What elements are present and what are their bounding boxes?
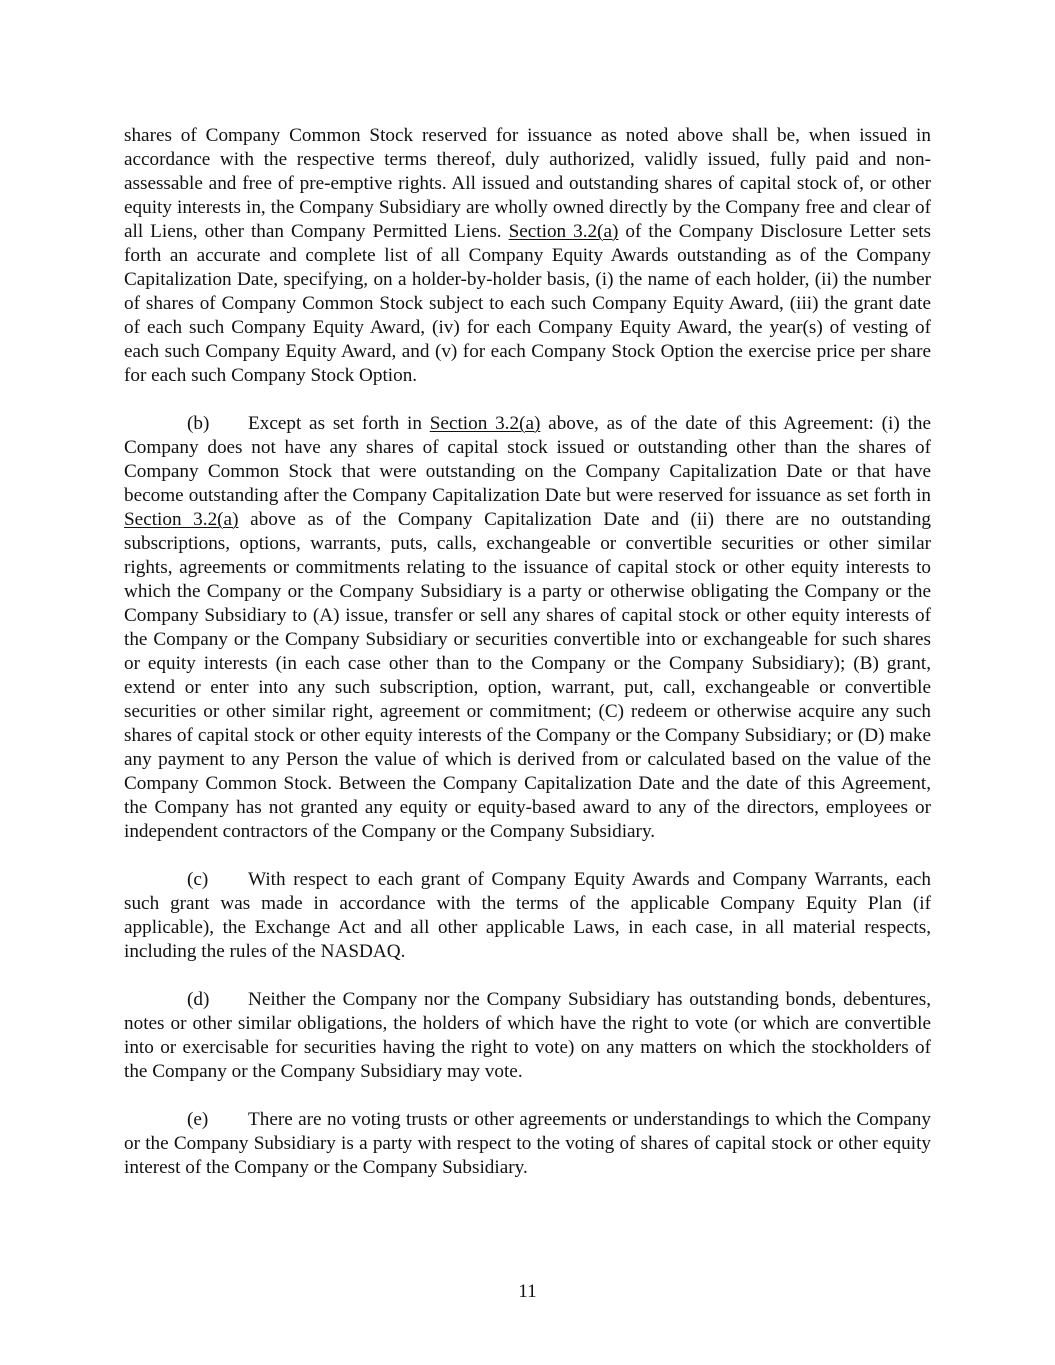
paragraph-text: shares of Company Common Stock reserved for issuance as noted above shall be, when issued in accordance with the respective terms thereof, duly authorized, validly issued, fully paid and non-assessable and free of pre-emptive rights. All issued and outstanding shares of capital stock of, or other equity interests in, the Company Subsidiary are wholly owned directly by the Company free and clear of all Liens, other than Company Permitted Liens. (124, 125, 931, 242)
paragraph-e (124, 1108, 931, 1180)
paragraph-text: Except as set forth in (248, 413, 422, 434)
document-body (124, 124, 931, 1204)
item-label: (c) (187, 869, 209, 890)
item-label: (b) (187, 413, 210, 434)
paragraph-text: above as of the Company Capitalization Date and (ii) there are no outstanding subscriptions, options, warrants, puts, calls, exchangeable or convertible securities or other similar rights, agreements or commitments relating to the issuance of capital stock or other equity interests to which the Company or the Company Subsidiary is a party or otherwise obligating the Company or the Company Subsidiary to (A) issue, transfer or sell any shares of capital stock or other equity interests of the Company or the Company Subsidiary or securities convertible into or exchangeable for such shares or equity interests (in each case other than to the Company or the Company Subsidiary); (B) grant, extend or enter into any such subscription, option, warrant, put, call, exchangeable or convertible securities or other similar right, agreement or commitment; (C) redeem or otherwise acquire any such shares of capital stock or other equity interests of the Company or the Company Subsidiary; or (D) make any payment to any Person the value of which is derived from or calculated based on the value of the Company Common Stock. Between the Company Capitalization Date and the date of this Agreement, the Company has not granted any equity or equity-based award to any of the directors, employees or independent contractors of the Company or the Company Subsidiary. (124, 509, 932, 842)
paragraph-text: With respect to each grant of Company Equity Awards and Company Warrants, each such grant was made in accordance with the terms of the applicable Company Equity Plan (if applicable), the Exchange Act and all other applicable Laws, in each case, in all material respects, including the rules of the NASDAQ. (124, 869, 931, 962)
section-reference: Section 3.2(a) (429, 413, 541, 434)
paragraph-text: of the Company Disclosure Letter sets forth an accurate and complete list of all Company Equity Awards outstanding as of the Company Capitalization Date, specifying, on a holder-by-holder basis, (i) the name of each holder, (ii) the number of shares of Company Common Stock subject to each such Company Equity Award, (iii) the grant date of each such Company Equity Award, (iv) for each Company Equity Award, the year(s) of vesting of each such Company Equity Award, and (v) for each Company Stock Option the exercise price per share for each such Company Stock Option. (124, 221, 932, 386)
section-reference: Section 3.2(a) (124, 509, 239, 530)
paragraph-text: There are no voting trusts or other agreements or understandings to which the Company or the Company Subsidiary is a party with respect to the voting of shares of capital stock or other equity interest of the Company or the Company Subsidiary. (124, 1109, 931, 1178)
paragraph-d (124, 988, 931, 1084)
paragraph-b (124, 412, 931, 844)
item-label: (d) (187, 989, 210, 1010)
paragraph-text: Neither the Company nor the Company Subsidiary has outstanding bonds, debentures, notes or other similar obligations, the holders of which have the right to vote (or which are convertible into or exercisable for securities having the right to vote) on any matters on which the stockholders of the Company or the Company Subsidiary may vote. (124, 989, 931, 1082)
paragraph-continued (124, 124, 931, 388)
page-number: 11 (518, 1281, 537, 1302)
item-label: (e) (187, 1109, 209, 1130)
paragraph-c (124, 868, 931, 964)
paragraph-text: above, as of the date of this Agreement: (i) the Company does not have any shares of capital stock issued or outstanding other than the shares of Company Common Stock that were outstanding on the Company Capitalization Date or that have become outstanding after the Company Capitalization Date but were reserved for issuance as set forth in (124, 413, 932, 506)
section-reference: Section 3.2(a) (508, 221, 619, 242)
